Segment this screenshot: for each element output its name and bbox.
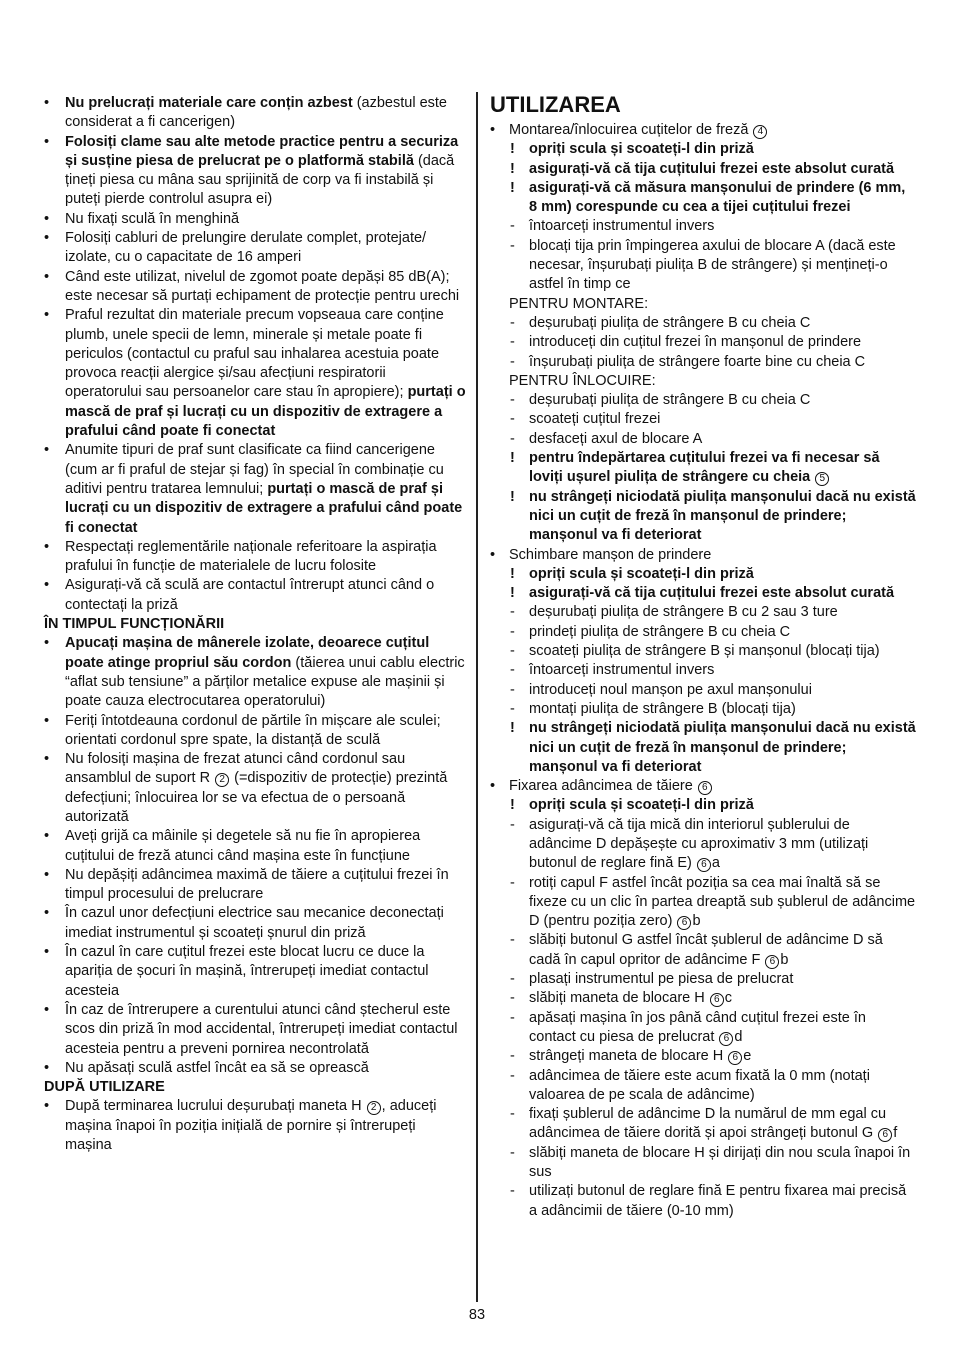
dash-marker: - (510, 392, 515, 409)
item-text (529, 1047, 916, 1066)
bullet-marker: • (44, 268, 50, 285)
right-item (490, 1067, 916, 1106)
bullet-marker: • (44, 1001, 50, 1018)
dash-marker: - (510, 1183, 515, 1200)
right-item (490, 179, 916, 218)
dash-marker: - (510, 990, 515, 1007)
item-text (529, 989, 916, 1008)
text-segment: Nu fixați sculă în menghină (65, 210, 240, 227)
text-segment: introduceți noul manșon pe axul manșonului (529, 681, 812, 698)
bullet-marker: • (44, 712, 50, 729)
text-segment: scoateți cuțitul frezei (529, 411, 661, 428)
dash-marker: - (510, 643, 515, 660)
bullet-marker: • (44, 230, 50, 247)
dash-marker: - (510, 218, 515, 235)
text-segment: Asigurați-vă că sculă are contactul întrerupt atunci când o contectați la priză (65, 577, 435, 613)
item-text (509, 295, 916, 314)
item-text (529, 179, 916, 218)
text-segment: purtați o mască de praf și lucrați cu un dispozitiv de extragere a prafului când poate fi conectat (65, 384, 466, 440)
item-text (529, 642, 916, 661)
bullet-marker: • (44, 577, 50, 594)
right-item (490, 1144, 916, 1183)
left-item (44, 712, 466, 751)
item-text (529, 1144, 916, 1183)
left-item (44, 904, 466, 943)
figure-ref-circle: 2 (367, 1101, 381, 1115)
left-item (44, 94, 466, 133)
right-item (490, 1105, 916, 1144)
dash-marker: - (510, 430, 515, 447)
left-item (44, 827, 466, 866)
text-segment: Nu depășiți adâncimea maximă de tăiere a cuțitului frezei în timpul procesului de prelucrare (65, 866, 449, 903)
text-segment: slăbiți maneta de blocare H (529, 990, 709, 1007)
page-number: 83 (468, 1307, 486, 1323)
dash-marker: - (510, 623, 515, 640)
left-item (44, 615, 466, 634)
dash-marker: - (510, 314, 515, 331)
left-item (44, 943, 466, 1001)
item-text (65, 538, 466, 577)
section-title: UTILIZAREA (490, 92, 621, 117)
right-item (490, 237, 916, 295)
text-segment: Fixarea adâncimea de tăiere (509, 778, 697, 795)
bullet-marker: • (44, 905, 50, 922)
left-item (44, 441, 466, 537)
text-segment: DUPĂ UTILIZARE (44, 1079, 165, 1096)
text-segment: Apucați mașina de mânerele izolate, deoarece cuțitul poate atinge propriul său cordon (65, 635, 430, 671)
text-segment: d (734, 1028, 743, 1045)
figure-ref-circle: 6 (765, 955, 779, 969)
item-text (65, 712, 466, 751)
item-text (65, 94, 466, 133)
item-text (529, 681, 916, 700)
text-segment: plasați instrumentul pe piesa de prelucrat (529, 971, 794, 988)
text-segment: rotiți capul F astfel încât poziția sa cea mai înaltă să se fixeze cu un clic în partea dreaptă sub șublerul de adâncime D (pentru poziția zero) (529, 874, 916, 930)
left-item (44, 750, 466, 827)
text-segment: utilizați butonul de reglare fină E pentru fixarea mai precisă a adâncimii de tăiere (0-10 mm) (529, 1183, 907, 1219)
text-segment: slăbiți butonul G astfel încât șublerul de adâncime D să cadă în capul opritor de adâncime F (529, 932, 883, 968)
right-item (490, 295, 916, 314)
left-item (44, 576, 466, 615)
bullet-marker: • (44, 944, 50, 961)
item-text (44, 1078, 466, 1097)
dash-marker: - (510, 700, 515, 717)
item-text (509, 372, 916, 391)
text-segment: Praful rezultat din materiale precum vopseaua care conține plumb, unele specii de lemn, minerale și metale poate fi periculos (contactul cu praful sau inhalarea acestuia poate provoca reacții alergice și/sau afecțiuni respiratorii operatorului sau persoanelor care stau în apropiere); (65, 307, 444, 401)
item-text (529, 796, 916, 815)
column-divider (476, 92, 478, 1302)
text-segment: introduceți din cuțitul frezei în manșonul de prindere (529, 334, 862, 351)
item-text (65, 866, 466, 905)
bullet-marker: • (490, 546, 496, 563)
dash-marker: - (510, 1009, 515, 1026)
right-item (490, 584, 916, 603)
right-item (490, 391, 916, 410)
text-segment: slăbiți maneta de blocare H și dirijați din nou scula înapoi în sus (529, 1144, 911, 1181)
text-segment: Montarea/înlocuirea cuțitelor de freză (509, 122, 753, 138)
text-segment: ÎN TIMPUL FUNCȚIONĂRII (44, 616, 225, 633)
text-segment: Respectați reglementările naționale referitoare la aspirația prafului în funcție de materialele de lucru folosite (65, 538, 437, 575)
bullet-marker: • (44, 635, 50, 652)
item-text (529, 970, 916, 989)
text-segment: b (692, 913, 701, 930)
warning-marker: ! (510, 450, 515, 467)
text-segment: nu strângeți niciodată piulița manșonului dacă nu există nici un cuțit de freză în manșonul de prindere; manșonul va fi deteriorat (529, 720, 916, 775)
text-segment: f (893, 1125, 898, 1142)
text-segment: Folosiți cabluri de prelungire derulate complet, protejate/ izolate, cu o capacitate de 16 amperi (65, 230, 427, 266)
item-text (529, 314, 916, 333)
text-segment: opriți scula și scoateți-l din priză (529, 797, 754, 814)
item-text (529, 1182, 916, 1221)
left-column (44, 94, 466, 1155)
dash-marker: - (510, 1048, 515, 1065)
left-item (44, 866, 466, 905)
figure-ref-circle: 6 (878, 1128, 892, 1142)
item-text (529, 565, 916, 584)
item-text (529, 449, 916, 488)
bullet-marker: • (44, 307, 50, 324)
bullet-marker: • (44, 210, 50, 227)
text-segment: montați piulița de strângere B (blocați tija) (529, 700, 796, 717)
text-segment: asigurați-vă că măsura manșonului de prindere (6 mm, 8 mm) corespunde cu cea a tijei cuțitului frezei (529, 179, 906, 216)
text-segment: prindeți piulița de strângere B cu cheia C (529, 623, 791, 640)
item-text (65, 634, 466, 711)
left-item (44, 538, 466, 577)
right-item (490, 565, 916, 584)
item-text (529, 333, 916, 352)
left-item (44, 306, 466, 441)
bullet-marker: • (44, 1059, 50, 1076)
item-text (65, 1059, 466, 1078)
text-segment: înșurubați piulița de strângere foarte bine cu cheia C (529, 353, 866, 370)
text-segment: Nu prelucrați materiale care conțin azbest (65, 95, 353, 111)
item-text (65, 576, 466, 615)
figure-ref-circle: 6 (677, 916, 691, 930)
text-segment: apăsați mașina în jos până când cuțitul frezei este în contact cu piesa de prelucrat (529, 1009, 866, 1045)
text-segment: Schimbare manșon de prindere (509, 546, 712, 563)
item-text (529, 391, 916, 410)
item-text (529, 1105, 916, 1144)
item-text (529, 140, 916, 159)
right-item (490, 546, 916, 565)
text-segment: În cazul în care cuțitul frezei este blocat lucru ce duce la apariția de șocuri în mașină, întrerupeți imediat contactul acesteia (65, 944, 429, 999)
text-segment: deșurubați piulița de strângere B cu cheia C (529, 392, 811, 409)
right-item (490, 777, 916, 796)
right-item (490, 796, 916, 815)
dash-marker: - (510, 334, 515, 351)
text-segment: (azbestul este considerat a fi cancerigen) (65, 95, 447, 131)
bullet-marker: • (490, 778, 496, 795)
bullet-marker: • (44, 1098, 50, 1115)
dash-marker: - (510, 932, 515, 949)
right-item (490, 140, 916, 159)
bullet-marker: • (44, 866, 50, 883)
text-segment: pentru îndepărtarea cuțitului frezei va fi necesar să loviți ușurel piulița de strângere cu cheia (529, 450, 880, 486)
item-text (509, 777, 916, 796)
item-text (65, 133, 466, 210)
figure-ref-circle: 2 (215, 773, 229, 787)
bullet-marker: • (44, 442, 50, 459)
right-item (490, 661, 916, 680)
text-segment: Anumite tipuri de praf sunt clasificate ca fiind cancerigene (cum ar fi praful de stejar și fag) în special în combinație cu aditivi pentru tratarea lemnului; (65, 442, 444, 497)
right-item (490, 681, 916, 700)
figure-ref-circle: 4 (753, 125, 767, 139)
dash-marker: - (510, 411, 515, 428)
warning-marker: ! (510, 585, 515, 602)
dash-marker: - (510, 971, 515, 988)
right-item (490, 217, 916, 236)
text-segment: (tăierea unui cablu electric “aflat sub tensiune” a părților metalice expuse ale mașinii și poate cauza electrocutarea operatorului) (65, 654, 465, 710)
dash-marker: - (510, 681, 515, 698)
text-segment: purtați o mască de praf și lucrați cu un dispozitiv de extragere a prafului când poate fi conectat (65, 480, 463, 536)
text-segment: Nu apăsați sculă astfel încât ea să se oprească (65, 1059, 369, 1076)
dash-marker: - (510, 816, 515, 833)
item-text (529, 217, 916, 236)
right-item (490, 603, 916, 622)
bullet-marker: • (490, 122, 496, 138)
text-segment: PENTRU MONTARE: (509, 295, 649, 312)
item-text (529, 816, 916, 874)
text-segment: întoarceți instrumentul invers (529, 662, 715, 679)
item-text (65, 1097, 466, 1155)
left-item (44, 210, 466, 229)
dash-marker: - (510, 874, 515, 891)
right-item (490, 488, 916, 546)
text-segment: opriți scula și scoateți-l din priză (529, 141, 754, 158)
dash-marker: - (510, 604, 515, 621)
item-text (65, 268, 466, 307)
left-item (44, 634, 466, 711)
right-item (490, 642, 916, 661)
right-item (490, 333, 916, 352)
item-text (65, 210, 466, 229)
bullet-marker: • (44, 538, 50, 555)
text-segment: nu strângeți niciodată piulița manșonului dacă nu există nici un cuțit de freză în manșonul de prindere; manșonul va fi deteriorat (529, 488, 916, 544)
right-item (490, 700, 916, 719)
right-item (490, 816, 916, 874)
right-item (490, 430, 916, 449)
text-segment: strângeți maneta de blocare H (529, 1048, 728, 1065)
left-item (44, 133, 466, 210)
item-text (529, 237, 916, 295)
text-segment: (dacă țineți piesa cu mâna sau sprijinită de corp va fi instabilă și puteți pierde controlul asupra ei) (65, 152, 455, 208)
figure-ref-circle: 6 (728, 1051, 742, 1065)
bullet-marker: • (44, 751, 50, 768)
text-segment: În cazul unor defecțiuni electrice sau mecanice deconectați imediat instrumentul și scoateți șnurul din priză (65, 905, 444, 941)
right-item (490, 1182, 916, 1221)
item-text (529, 430, 916, 449)
left-item (44, 1097, 466, 1155)
item-text (529, 623, 916, 642)
item-text (65, 750, 466, 827)
item-text (509, 121, 916, 140)
right-item (490, 314, 916, 333)
text-segment: După terminarea lucrului deșurubați maneta H (65, 1098, 366, 1115)
right-item (490, 989, 916, 1008)
right-item (490, 449, 916, 488)
text-segment: asigurați-vă că tija mică din interiorul șublerului de adâncime D depășește cu aproximativ 3 mm (utilizați butonul de reglare fină E) (529, 816, 869, 872)
text-segment: fixați șublerul de adâncime D la numărul de mm egal cu adâncimea de tăiere dorită și apoi strângeți butonul G (529, 1106, 887, 1142)
text-segment: opriți scula și scoateți-l din priză (529, 565, 754, 582)
bullet-marker: • (44, 828, 50, 845)
text-segment: a (711, 855, 720, 872)
item-text (44, 615, 466, 634)
text-segment: b (780, 951, 789, 968)
text-segment: Folosiți clame sau alte metode practice pentru a securiza și susține piesa de prelucrat pe o platformă stabilă (65, 133, 459, 169)
item-text (529, 488, 916, 546)
warning-marker: ! (510, 720, 515, 737)
item-text (65, 441, 466, 537)
left-item (44, 229, 466, 268)
dash-marker: - (510, 237, 515, 254)
warning-marker: ! (510, 179, 515, 196)
figure-ref-circle: 5 (815, 472, 829, 486)
text-segment: deșurubați piulița de strângere B cu 2 sau 3 ture (529, 604, 838, 621)
right-item (490, 874, 916, 932)
right-item (490, 410, 916, 429)
dash-marker: - (510, 353, 515, 370)
dash-marker: - (510, 1106, 515, 1123)
item-text (529, 353, 916, 372)
item-text (65, 827, 466, 866)
right-item (490, 970, 916, 989)
figure-ref-circle: 6 (697, 858, 711, 872)
text-segment: deșurubați piulița de strângere B cu cheia C (529, 314, 811, 331)
warning-marker: ! (510, 160, 515, 177)
text-segment: întoarceți instrumentul invers (529, 218, 715, 235)
text-segment: În caz de întrerupere a curentului atunci când ștecherul este scos din priză în mod accidental, întrerupeți imediat contactul acesteia pentru a preveni pornirea necontrolată (65, 1001, 458, 1057)
left-item (44, 1001, 466, 1059)
right-item (490, 372, 916, 391)
left-item (44, 1059, 466, 1078)
right-item (490, 121, 916, 140)
warning-marker: ! (510, 797, 515, 814)
bullet-marker: • (44, 95, 50, 111)
item-text (529, 584, 916, 603)
text-segment: scoateți piulița de strângere B și manșonul (blocați tija) (529, 643, 880, 660)
right-item (490, 1009, 916, 1048)
text-segment: Feriți întotdeauna cordonul de părtile în mișcare ale sculei; orientati cordonul spre spate, la distanță de sculă (65, 712, 441, 748)
item-text (65, 943, 466, 1001)
warning-marker: ! (510, 565, 515, 582)
item-text (529, 874, 916, 932)
text-segment: blocați tija prin împingerea axului de blocare A (dacă este necesar, înșurubați piulița B de strângere) și mențineți-o astfel în timp ce (529, 237, 896, 293)
figure-ref-circle: 6 (710, 993, 724, 1007)
item-text (529, 603, 916, 622)
item-text (529, 1009, 916, 1048)
item-text (65, 1001, 466, 1059)
text-segment: desfaceți axul de blocare A (529, 430, 703, 447)
text-segment: asigurați-vă că tija cuțitului frezei este absolut curată (529, 160, 895, 177)
right-item (490, 353, 916, 372)
item-text (529, 1067, 916, 1106)
text-segment: (=dispozitiv de protecție) prezintă defecțiuni; înlocuirea lor se va efectua de o persoană autorizată (65, 770, 448, 825)
left-item (44, 1078, 466, 1097)
warning-marker: ! (510, 141, 515, 158)
text-segment: PENTRU ÎNLOCUIRE: (509, 372, 656, 389)
item-text (529, 410, 916, 429)
item-text (529, 700, 916, 719)
bullet-marker: • (44, 133, 50, 150)
dash-marker: - (510, 1067, 515, 1084)
item-text (65, 306, 466, 441)
item-text (65, 229, 466, 268)
item-text (529, 160, 916, 179)
right-column (490, 92, 916, 1221)
right-item (490, 931, 916, 970)
warning-marker: ! (510, 488, 515, 505)
text-segment: c (724, 990, 732, 1007)
right-item (490, 623, 916, 642)
item-text (529, 661, 916, 680)
item-text (529, 931, 916, 970)
dash-marker: - (510, 662, 515, 679)
figure-ref-circle: 6 (719, 1032, 733, 1046)
right-item (490, 719, 916, 777)
text-segment: Nu folosiți mașina de frezat atunci când cordonul sau ansamblul de suport R (65, 751, 406, 787)
left-item (44, 268, 466, 307)
item-text (529, 719, 916, 777)
text-segment: adâncimea de tăiere este acum fixată la 0 mm (notați valoarea de pe scala de adâncime) (529, 1067, 870, 1103)
item-text (65, 904, 466, 943)
figure-ref-circle: 6 (698, 781, 712, 795)
text-segment: Aveți grijă ca mâinile și degetele să nu fie în apropierea cuțitului de freză atunci când mașina este în funcțiune (65, 828, 421, 864)
item-text (509, 546, 916, 565)
right-item (490, 1047, 916, 1066)
dash-marker: - (510, 1144, 515, 1161)
right-item (490, 160, 916, 179)
text-segment: , aduceți mașina înapoi în poziția inițială de pornire și întrerupeți mașina (65, 1098, 437, 1154)
text-segment: Când este utilizat, nivelul de zgomot poate depăși 85 dB(A); este necesar să purtați echipament de protecție pentru urechi (65, 268, 460, 304)
text-segment: e (743, 1048, 752, 1065)
text-segment: asigurați-vă că tija cuțitului frezei este absolut curată (529, 585, 895, 602)
